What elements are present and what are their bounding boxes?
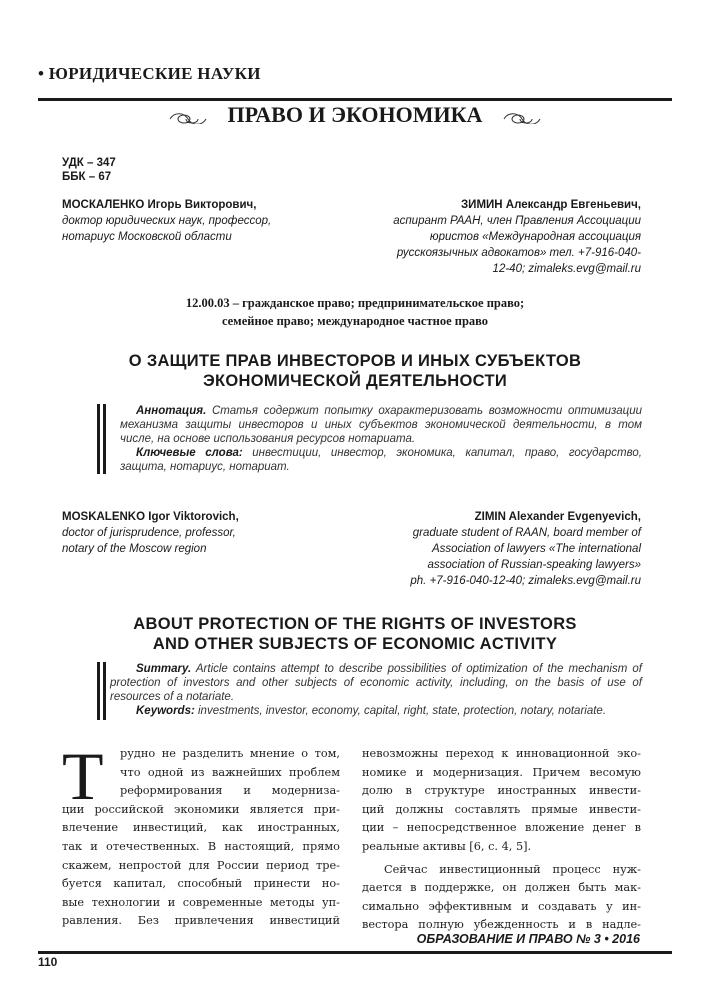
page-number: 110: [38, 955, 58, 969]
keywords-label: Ключевые слова:: [136, 447, 243, 459]
author-name: MOSKALENKO Igor Viktorovich,: [62, 511, 239, 523]
author-ru-2: [393, 197, 641, 277]
rubric-title: ПРАВО И ЭКОНОМИКА: [227, 102, 483, 127]
author-name: ЗИМИН Александр Евгеньевич,: [460, 199, 641, 211]
summary-label: Summary.: [136, 663, 192, 675]
body-line: буется капитал, способный принести но-: [62, 877, 340, 891]
author-info: аспирант РААН, член Правления Ассоциации: [393, 215, 641, 227]
article-title-en: [0, 614, 710, 654]
body-line: ции российской экономики является при-: [62, 802, 340, 816]
abstract-bar: [97, 662, 100, 720]
body-line: реформирования и модерниза-: [120, 784, 340, 798]
author-info: нотариус Московской области: [62, 231, 232, 243]
author-name: МОСКАЛЕНКО Игорь Викторович,: [62, 199, 257, 211]
keywords-label: Keywords:: [136, 705, 195, 717]
ornament-left-icon: [168, 110, 208, 124]
body-line: дается в поддержке, он должен быть мак-: [362, 881, 641, 895]
abstract-ru: [120, 404, 642, 474]
abstract-en: [110, 662, 642, 718]
body-line: симально эффективным и создавать у ин-: [362, 899, 641, 913]
journal-footer: ОБРАЗОВАНИЕ И ПРАВО № 3 • 2016: [416, 932, 640, 946]
author-info: doctor of jurisprudence, professor,: [62, 527, 236, 539]
specialty-line: семейное право; международное частное право: [221, 314, 489, 328]
author-info: русскоязычных адвокатов» тел. +7-916-040-: [396, 247, 641, 259]
body-line: скажем, непростой для России период тре-: [62, 858, 340, 872]
udk-code: УДК – 347: [62, 157, 116, 169]
title-line: ABOUT PROTECTION OF THE RIGHTS OF INVESTORS: [133, 615, 577, 633]
rubric-heading: [0, 102, 710, 128]
body-line: Сейчас инвестиционный процесс нуж-: [384, 862, 641, 876]
ornament-right-icon: [502, 110, 542, 124]
body-line: ции – непосредственное вложение денег в: [362, 821, 641, 835]
body-line: так и отечественных. В настоящий, прямо: [62, 839, 340, 853]
specialty-code: [0, 294, 710, 330]
abstract-bar: [103, 662, 106, 720]
body-line: номике и модернизация. Причем весомую: [362, 765, 641, 779]
author-info: notary of the Moscow region: [62, 543, 207, 555]
body-line: что одной из важнейших проблем: [120, 765, 340, 779]
author-info: association of Russian-speaking lawyers»: [427, 559, 641, 571]
author-info: ph. +7-916-040-12-40; zimaleks.evg@mail.ru: [410, 575, 641, 587]
body-line: влечение инвестиций, как иностранных,: [62, 821, 340, 835]
body-column-1: [62, 738, 340, 931]
body-line: долю в структуре иностранных инвести-: [362, 784, 641, 798]
body-line: невозможны переход к инновационной эко-: [362, 747, 641, 760]
keywords-text: инвестиции, инвестор, экономика, капитал, право, государство, защита, нотариус, нотариат.: [120, 447, 642, 473]
drop-cap: Т: [62, 738, 104, 814]
title-line: AND OTHER SUBJECTS OF ECONOMIC ACTIVITY: [152, 635, 558, 653]
specialty-line: 12.00.03 – гражданское право; предпринимательское право;: [185, 296, 525, 310]
body-line: реальные активы [6, с. 4, 5].: [362, 839, 532, 853]
author-info: Association of lawyers «The international: [431, 543, 641, 555]
abstract-label: Аннотация.: [136, 405, 207, 417]
classification-codes: [62, 156, 116, 184]
author-en-1: [62, 509, 239, 557]
body-line: равления. Без привлечения инвестиций: [62, 914, 340, 928]
section-heading: • ЮРИДИЧЕСКИЕ НАУКИ: [38, 64, 261, 83]
author-en-2: [410, 509, 641, 589]
bbk-code: ББК – 67: [62, 171, 112, 183]
keywords-text: investments, investor, economy, capital, right, state, protection, notary, notariate.: [194, 705, 607, 717]
body-line: вые технологии и современные методы уп-: [62, 895, 340, 909]
article-title-ru: [0, 351, 710, 391]
abstract-text: Статья содержит попытку охарактеризовать возможности оптимизации механизма защиты инвесторов и иных субъектов экономической деятельности, в том числе, на основе использования ресурсов нотариата.: [120, 405, 642, 445]
abstract-bar: [103, 404, 106, 474]
footer-rule: [38, 951, 672, 954]
author-info: юристов «Международная ассоциация: [429, 231, 641, 243]
author-info: доктор юридических наук, профессор,: [62, 215, 272, 227]
author-info: 12-40; zimaleks.evg@mail.ru: [492, 263, 641, 275]
abstract-bar: [97, 404, 100, 474]
header-rule: [38, 98, 672, 101]
body-line: вестора полную убежденность и в надле-: [362, 918, 641, 932]
body-line: ций должны составлять прямые инвести-: [362, 802, 641, 816]
title-line: О ЗАЩИТЕ ПРАВ ИНВЕСТОРОВ И ИНЫХ СУБЪЕКТОВ: [128, 352, 582, 370]
author-ru-1: [62, 197, 271, 245]
author-name: ZIMIN Alexander Evgenyevich,: [474, 511, 641, 523]
body-column-2: [362, 745, 641, 935]
author-info: graduate student of RAAN, board member of: [412, 527, 641, 539]
summary-text: Article contains attempt to describe possibilities of optimization of the mechanism of protection of investors and other subjects of economic activity, including, on the basis of use of resources of a notariate.: [110, 663, 642, 703]
title-line: ЭКОНОМИЧЕСКОЙ ДЕЯТЕЛЬНОСТИ: [203, 372, 507, 390]
body-line: рудно не разделить мнение о том,: [120, 747, 340, 760]
